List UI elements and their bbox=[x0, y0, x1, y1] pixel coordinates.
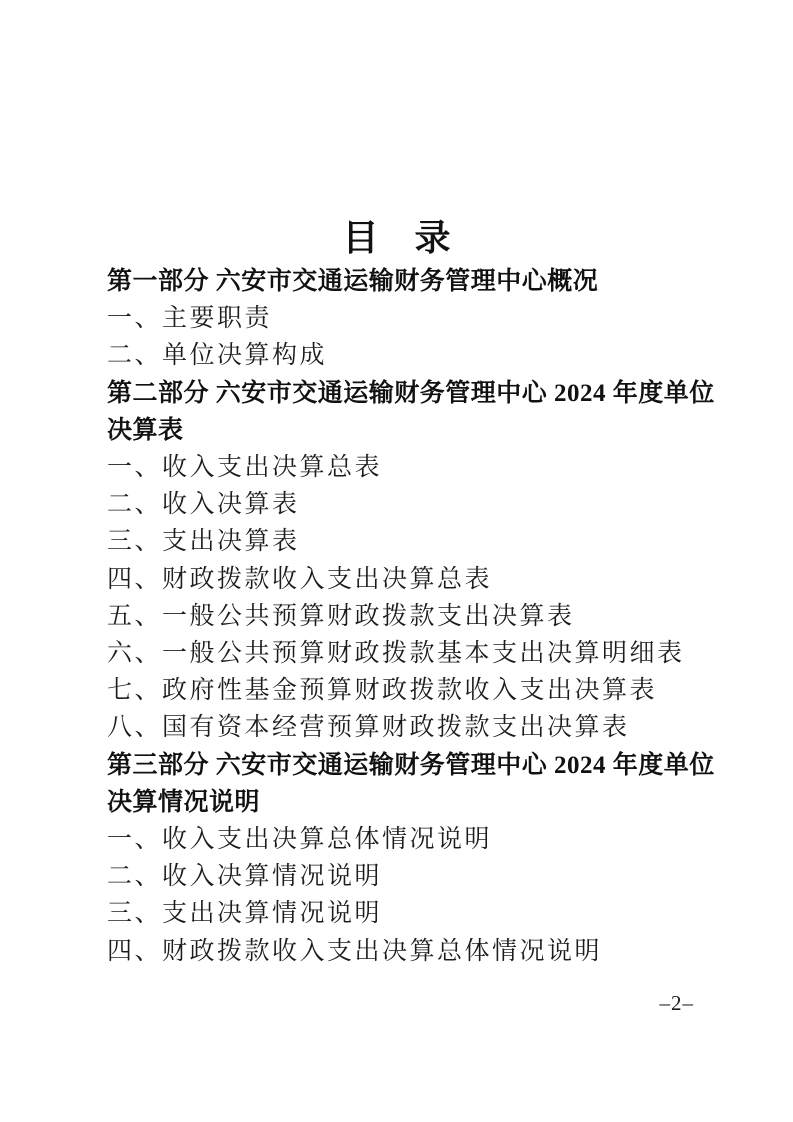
toc-item: 七、政府性基金预算财政拨款收入支出决算表 bbox=[107, 677, 658, 705]
toc-item: 一、收入支出决算总体情况说明 bbox=[107, 826, 493, 854]
page-title: 目 录 bbox=[342, 218, 451, 258]
toc-item: 二、单位决算构成 bbox=[107, 342, 328, 370]
toc-item: 一、主要职责 bbox=[107, 305, 273, 333]
toc-item: 三、支出决算表 bbox=[107, 528, 300, 556]
toc-section-1 bbox=[107, 263, 717, 375]
section-heading-line: 第二部分 六安市交通运输财务管理中心 2024 年度单位 bbox=[107, 379, 715, 407]
toc-item: 六、一般公共预算财政拨款基本支出决算明细表 bbox=[107, 640, 685, 668]
toc-item: 八、国有资本经营预算财政拨款支出决算表 bbox=[107, 714, 630, 742]
toc-item: 四、财政拨款收入支出决算总体情况说明 bbox=[107, 937, 603, 965]
page-number: –2– bbox=[659, 991, 694, 1015]
toc-section-3 bbox=[107, 747, 717, 970]
toc-item: 五、一般公共预算财政拨款支出决算表 bbox=[107, 602, 575, 630]
toc bbox=[107, 263, 717, 970]
section-heading-line: 第一部分 六安市交通运输财务管理中心概况 bbox=[107, 268, 599, 295]
section-heading-line: 决算表 bbox=[107, 416, 184, 444]
section-heading-line: 第三部分 六安市交通运输财务管理中心 2024 年度单位 bbox=[107, 751, 715, 779]
toc-item: 三、支出决算情况说明 bbox=[107, 900, 383, 928]
toc-item: 四、财政拨款收入支出决算总表 bbox=[107, 565, 493, 593]
toc-item: 二、收入决算情况说明 bbox=[107, 863, 383, 891]
toc-section-2 bbox=[107, 375, 717, 747]
section-heading-line: 决算情况说明 bbox=[107, 788, 261, 816]
toc-item: 二、收入决算表 bbox=[107, 491, 300, 519]
toc-item: 一、收入支出决算总表 bbox=[107, 454, 383, 482]
